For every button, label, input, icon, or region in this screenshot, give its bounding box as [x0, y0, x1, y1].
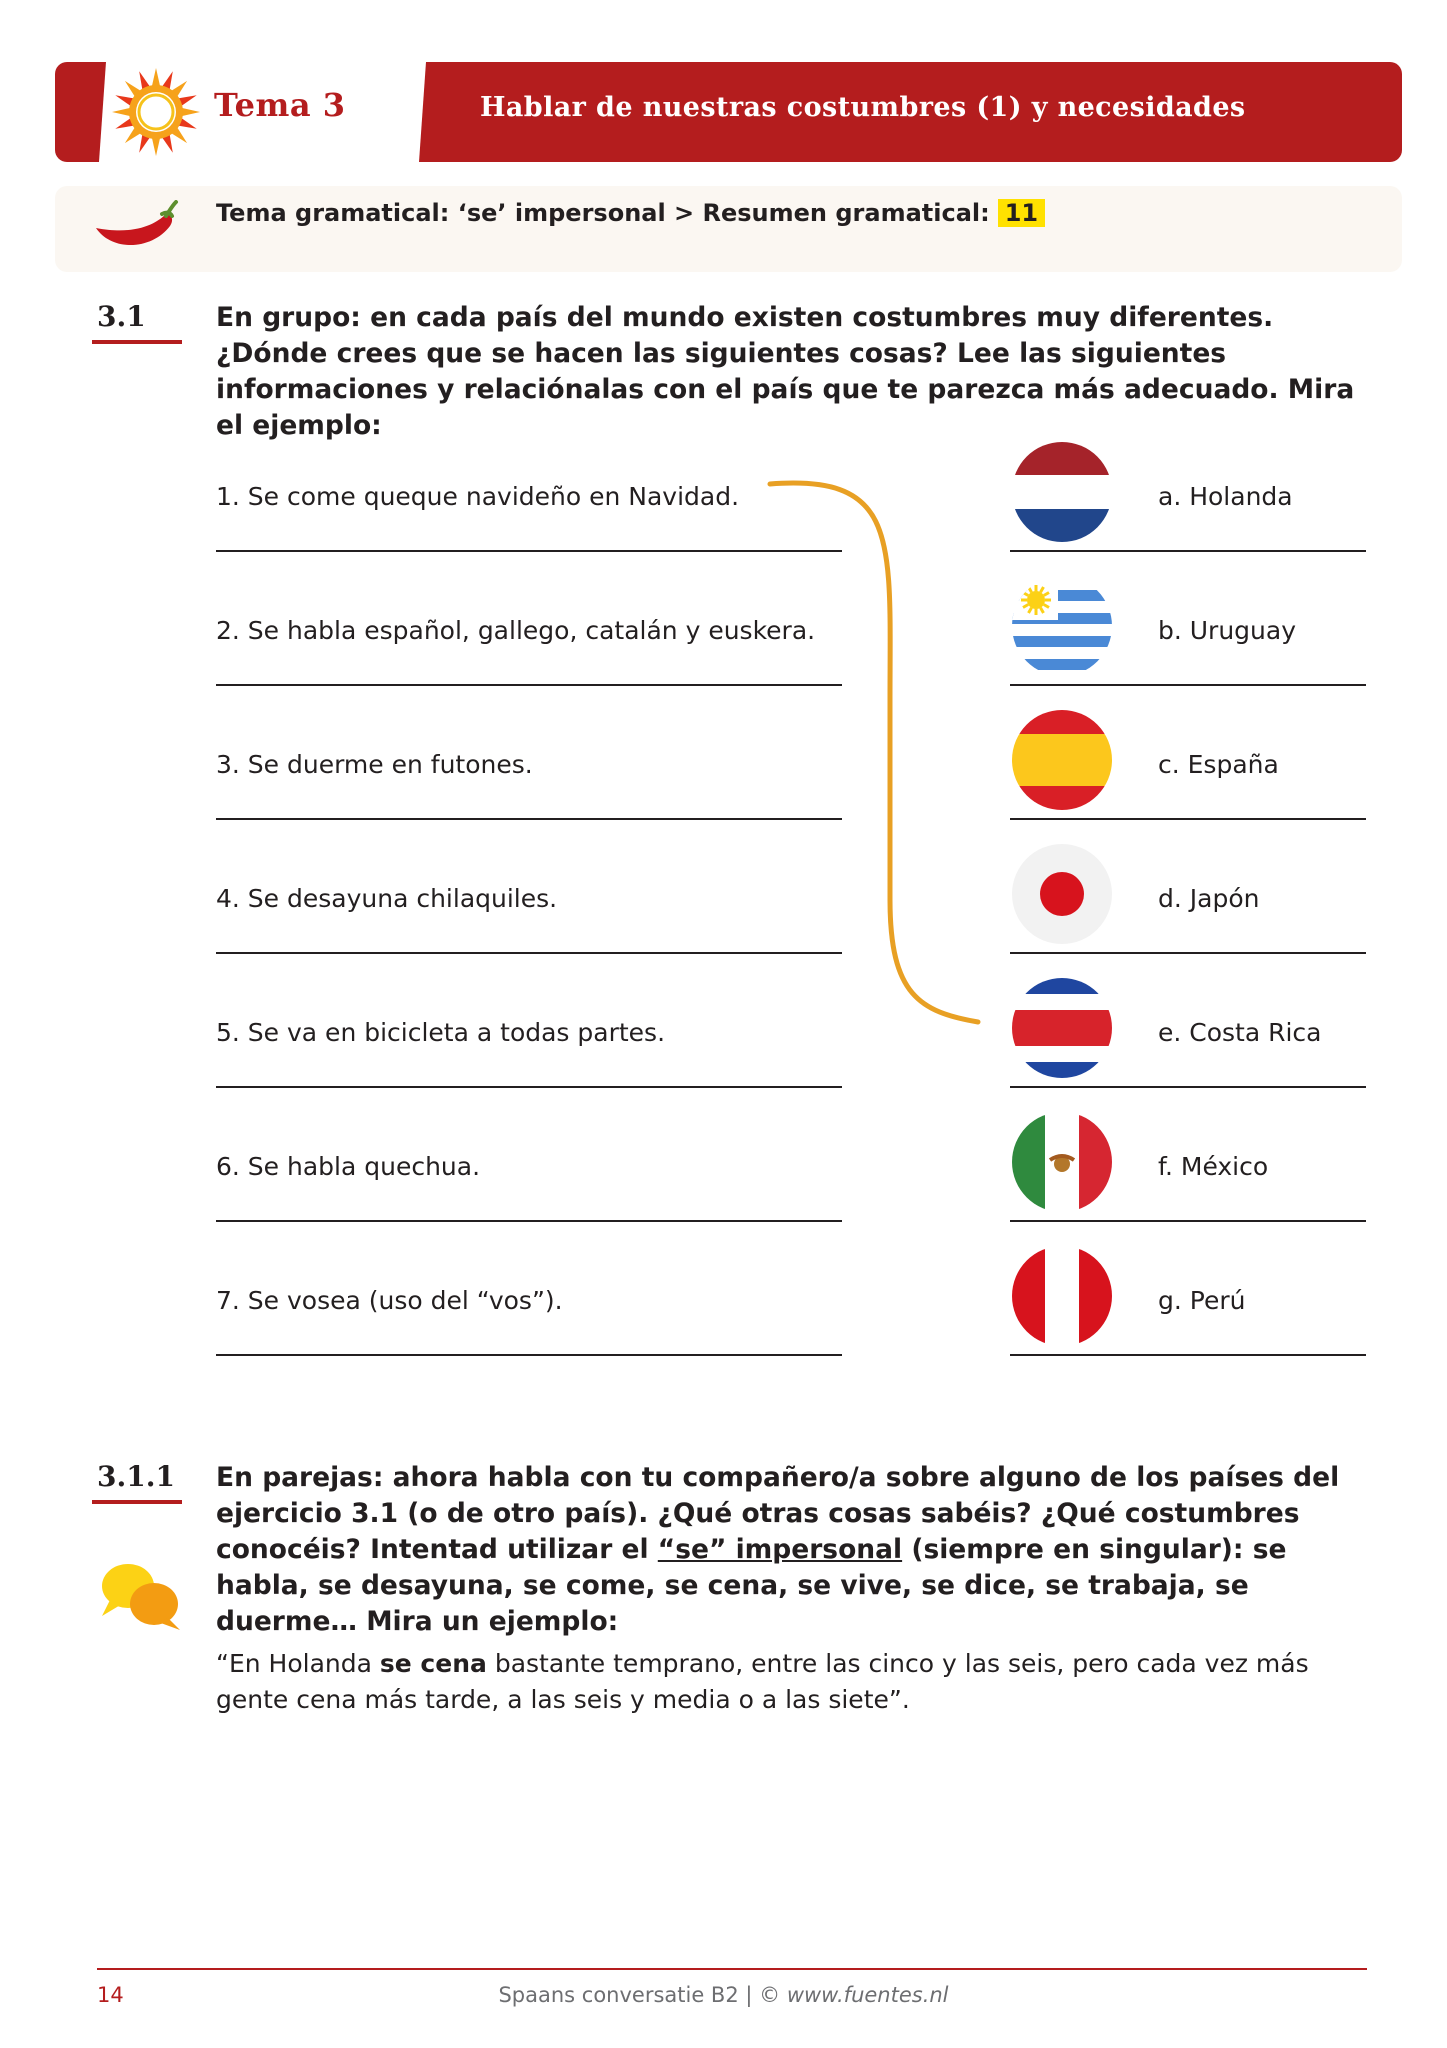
mexico-flag-icon [1010, 1110, 1114, 1214]
sun-logo-icon [110, 66, 202, 158]
answer-line[interactable] [1010, 1354, 1366, 1356]
statement-text: 3. Se duerme en futones. [216, 750, 533, 779]
tema-label: Tema 3 [214, 86, 346, 124]
statement-row [216, 1286, 842, 1416]
answer-line[interactable] [216, 1086, 842, 1088]
answer-line[interactable] [216, 1220, 842, 1222]
country-label: d. Japón [1158, 884, 1260, 913]
statement-row [216, 750, 842, 880]
japan-flag-icon [1010, 842, 1114, 946]
answer-line[interactable] [1010, 1086, 1366, 1088]
country-row [1010, 1286, 1366, 1416]
exercise-number: 3.1.1 [97, 1460, 175, 1493]
instruction-part: (siempre en singular): se habla, se desayuna, se come, se cena, se vive, se dice, se trabaja, se duerme… Mira un ejemplo: [216, 1534, 1287, 1637]
exercise-number-underline [92, 340, 182, 344]
country-label: g. Perú [1158, 1286, 1246, 1315]
statement-row [216, 1018, 842, 1148]
page-title: Hablar de nuestras costumbres (1) y necesidades [480, 92, 1246, 123]
costa-rica-flag-icon [1010, 976, 1114, 1080]
answer-line[interactable] [216, 1354, 842, 1356]
example-bold: se cena [379, 1649, 487, 1678]
exercise-number: 3.1 [97, 300, 146, 333]
answer-line[interactable] [216, 952, 842, 954]
example-part: “En Holanda [216, 1649, 380, 1678]
answer-line[interactable] [1010, 952, 1366, 954]
statement-text: 4. Se desayuna chilaquiles. [216, 884, 558, 913]
example-part: bastante temprano, entre las cinco y las seis, pero cada vez más gente cena más tarde, a las seis y media o a las siete”. [216, 1649, 1309, 1714]
statement-row [216, 616, 842, 746]
example-quote [216, 1646, 1376, 1718]
answer-line[interactable] [216, 818, 842, 820]
exercise-instruction [216, 1460, 1376, 1640]
peru-flag-icon [1010, 1244, 1114, 1348]
answer-line[interactable] [216, 550, 842, 552]
answer-line[interactable] [1010, 550, 1366, 552]
grammar-summary-number[interactable]: 11 [998, 199, 1045, 227]
exercise-instruction: En grupo: en cada país del mundo existen costumbres muy diferentes. ¿Dónde crees que se hacen las siguientes cosas? Lee las siguientes informaciones y relaciónalas con el país que te parezca más adecuado. Mira el ejemplo: [216, 302, 1355, 441]
country-label: f. México [1158, 1152, 1269, 1181]
country-label: b. Uruguay [1158, 616, 1297, 645]
chili-pepper-icon [92, 200, 182, 258]
answer-line[interactable] [1010, 1220, 1366, 1222]
page-number: 14 [97, 1983, 124, 2007]
book-title: Spaans conversatie B2 | © [498, 1983, 787, 2007]
instruction-part: En parejas: ahora habla con tu compañero/a sobre alguno de los países del ejercicio 3.1 (o de otro país). ¿Qué otras cosas sabéis? ¿Qué costumbres conocéis? Intentad utilizar el [216, 1462, 1340, 1565]
statement-text: 2. Se habla español, gallego, catalán y euskera. [216, 616, 816, 645]
grammar-topic: Tema gramatical: ‘se’ impersonal > Resumen gramatical: [216, 199, 990, 227]
spain-flag-icon [1010, 708, 1114, 812]
country-label: c. España [1158, 750, 1279, 779]
statement-text: 7. Se vosea (uso del “vos”). [216, 1286, 563, 1315]
statement-text: 5. Se va en bicicleta a todas partes. [216, 1018, 666, 1047]
website-link[interactable]: www.fuentes.nl [786, 1983, 949, 2007]
statement-text: 6. Se habla quechua. [216, 1152, 481, 1181]
statement-row [216, 1152, 842, 1282]
uruguay-flag-icon [1010, 574, 1114, 678]
statement-row [216, 884, 842, 1014]
footer-divider [97, 1968, 1367, 1970]
statement-text: 1. Se come queque navideño en Navidad. [216, 482, 740, 511]
footer-credit [0, 1983, 1447, 2007]
grammar-reference [216, 199, 1045, 227]
answer-line[interactable] [1010, 818, 1366, 820]
answer-line[interactable] [1010, 684, 1366, 686]
speech-bubbles-icon [94, 1560, 184, 1632]
country-label: e. Costa Rica [1158, 1018, 1322, 1047]
se-impersonal-link[interactable]: “se” impersonal [657, 1534, 903, 1565]
statement-row [216, 482, 842, 612]
country-label: a. Holanda [1158, 482, 1293, 511]
netherlands-flag-icon [1010, 440, 1114, 544]
answer-line[interactable] [216, 684, 842, 686]
exercise-number-underline [92, 1500, 182, 1504]
